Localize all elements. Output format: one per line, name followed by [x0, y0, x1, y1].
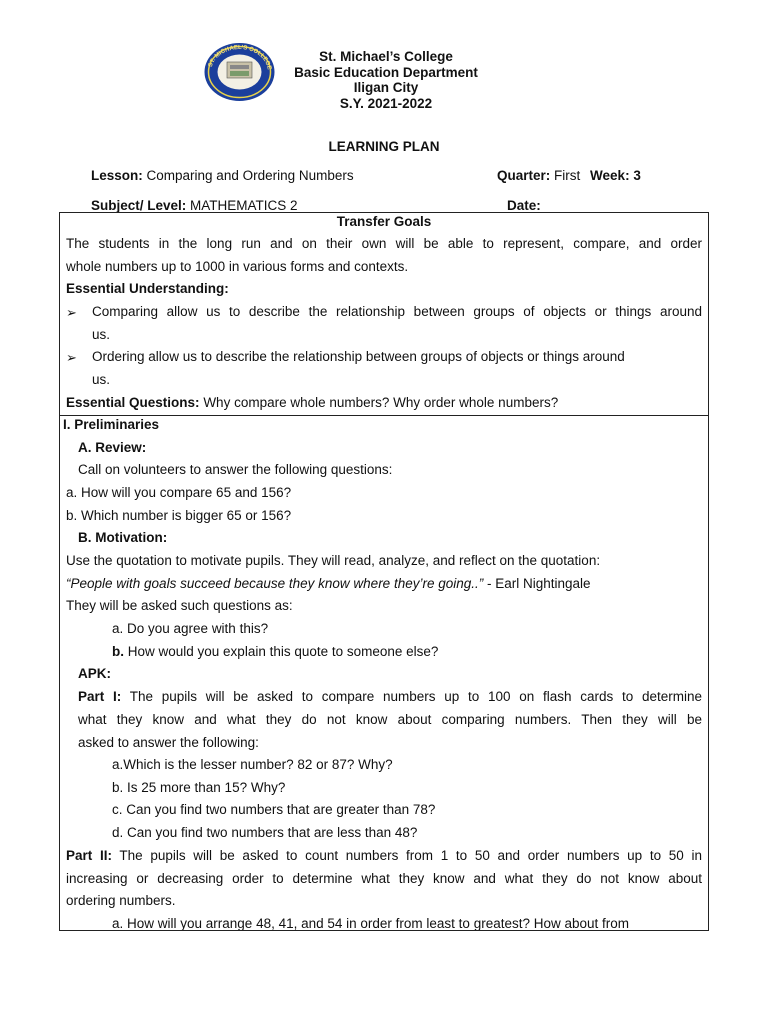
quote-text: “People with goals succeed because they know where they’re going..” — [66, 576, 484, 591]
part2-line-3: ordering numbers. — [66, 893, 176, 908]
week-label: Week: 3 — [590, 168, 641, 183]
understanding-2-line-2: us. — [92, 372, 111, 387]
motivation-heading: B. Motivation: — [78, 530, 168, 545]
date-field — [507, 198, 541, 213]
preliminaries-section — [59, 415, 709, 931]
part2-line-2: increasing or decreasing order to determine what they know and what they do not know about — [66, 871, 702, 886]
city-name: Iligan City — [353, 80, 419, 95]
review-question-b: b. Which number is bigger 65 or 156? — [66, 508, 292, 523]
quote-author: - Earl Nightingale — [483, 576, 591, 591]
apk-heading: APK: — [78, 666, 111, 681]
motivation-question-a: a. Do you agree with this? — [112, 621, 269, 636]
quarter-field — [497, 168, 641, 183]
part1-label: Part I: — [78, 689, 122, 704]
review-intro: Call on volunteers to answer the following questions: — [78, 462, 393, 477]
quarter-value: First — [554, 168, 581, 183]
subject-value: MATHEMATICS 2 — [190, 198, 298, 213]
part1-question-b: b. Is 25 more than 15? Why? — [112, 780, 286, 795]
school-year: S.Y. 2021-2022 — [339, 95, 433, 111]
understanding-1-line-2: us. — [92, 327, 111, 342]
essential-questions-label: Essential Questions: — [66, 395, 200, 410]
part2-label: Part II: — [66, 848, 112, 863]
part1-question-d: d. Can you find two numbers that are less than 48? — [112, 825, 418, 840]
transfer-goals-section — [59, 212, 709, 416]
subject-label: Subject/ Level: — [91, 198, 187, 213]
asked-intro: They will be asked such questions as: — [66, 598, 293, 613]
department-name: Basic Education Department — [294, 64, 478, 80]
essential-understanding-label: Essential Understanding: — [66, 281, 229, 296]
part1-question-c: c. Can you find two numbers that are greater than 78? — [112, 802, 436, 817]
transfer-goal-line-2: whole numbers up to 1000 in various forms and contexts. — [66, 259, 409, 274]
school-name: St. Michael’s College — [319, 49, 453, 64]
review-question-a: a. How will you compare 65 and 156? — [66, 485, 292, 500]
understanding-1-line-1: Comparing allow us to describe the relationship between groups of objects or things around — [92, 304, 702, 319]
preliminaries-heading: I. Preliminaries — [63, 417, 160, 432]
quarter-label: Quarter: — [497, 168, 551, 183]
part2-line-1 — [66, 848, 702, 863]
review-heading: A. Review: — [78, 440, 147, 455]
part1-line-1 — [78, 689, 702, 704]
lesson-value: Comparing and Ordering Numbers — [146, 168, 354, 183]
transfer-goal-line-1: The students in the long run and on their own will be able to represent, compare, and order — [66, 236, 702, 251]
transfer-goals-heading: Transfer Goals — [336, 214, 432, 229]
motivation-question-b — [112, 644, 438, 659]
svg-text:ST. MICHAEL'S COLLEGE: ST. MICHAEL'S COLLEGE — [207, 44, 272, 71]
part1-line-2: what they know and what they do not know about comparing numbers. Then they will be — [78, 712, 702, 727]
part2-text: The pupils will be asked to count numbers from 1 to 50 and order numbers up to 50 in — [111, 848, 703, 863]
school-header — [256, 49, 516, 111]
part1-line-3: asked to answer the following: — [78, 735, 259, 750]
bullet-arrow-icon: ➢ — [66, 305, 77, 320]
lesson-field — [91, 168, 354, 183]
subject-field — [91, 198, 298, 213]
part1-text: The pupils will be asked to compare numbers up to 100 on flash cards to determine — [121, 689, 702, 704]
document-title: LEARNING PLAN — [328, 139, 440, 154]
essential-questions-text: Why compare whole numbers? Why order whole numbers? — [203, 395, 559, 410]
part1-question-a: a.Which is the lesser number? 82 or 87? Why? — [112, 757, 393, 772]
date-label: Date: — [507, 198, 541, 213]
question-b-label: b. — [112, 644, 124, 659]
question-b-text: How would you explain this quote to someone else? — [124, 644, 439, 659]
lesson-label: Lesson: — [91, 168, 143, 183]
bullet-arrow-icon: ➢ — [66, 350, 77, 365]
motivation-intro: Use the quotation to motivate pupils. They will read, analyze, and reflect on the quotation: — [66, 553, 601, 568]
part2-question-a: a. How will you arrange 48, 41, and 54 in order from least to greatest? How about from — [112, 916, 630, 931]
understanding-2-line-1: Ordering allow us to describe the relationship between groups of objects or things around — [92, 349, 625, 364]
essential-questions — [66, 395, 558, 410]
motivation-quote — [66, 576, 591, 591]
